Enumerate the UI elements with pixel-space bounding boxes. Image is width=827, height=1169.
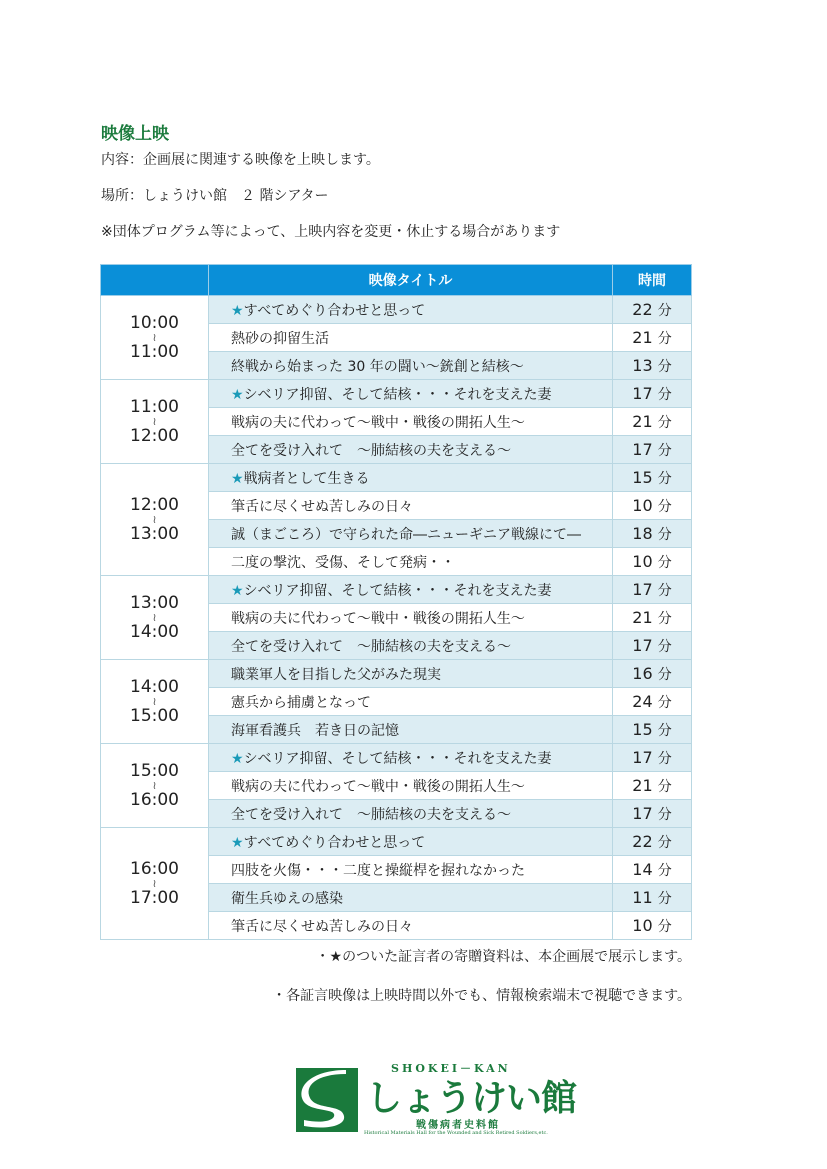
slot-end-time: 15:00	[130, 706, 179, 726]
duration-cell	[613, 856, 692, 884]
video-title: すべてめぐり合わせと思って	[243, 834, 426, 851]
duration-unit: 分	[657, 722, 672, 739]
video-title-cell	[209, 688, 613, 716]
video-title: 海軍看護兵 若き日の記憶	[231, 722, 399, 739]
video-title-cell	[209, 744, 613, 772]
video-title-cell	[209, 296, 613, 324]
video-title-cell	[209, 856, 613, 884]
duration-cell	[613, 408, 692, 436]
header-title-cell: 映像タイトル	[209, 265, 613, 296]
duration-unit: 分	[657, 666, 672, 683]
table-row	[101, 660, 692, 688]
header-empty-cell	[101, 265, 209, 296]
slot-start-time: 13:00	[130, 593, 179, 613]
video-title: 職業軍人を目指した父がみた現実	[231, 666, 441, 683]
duration-minutes: 15	[632, 467, 653, 487]
table-row	[101, 380, 692, 408]
duration-minutes: 17	[632, 747, 653, 767]
video-title: 終戦から始まった 30 年の闘い～銃創と結核～	[231, 358, 524, 375]
slot-end-time: 17:00	[130, 888, 179, 908]
duration-unit: 分	[657, 302, 672, 319]
star-icon: ★	[231, 470, 244, 487]
duration-cell	[613, 828, 692, 856]
time-slot-cell	[101, 464, 209, 576]
video-title-cell	[209, 884, 613, 912]
duration-minutes: 24	[632, 691, 653, 711]
video-title-cell	[209, 352, 613, 380]
duration-cell	[613, 632, 692, 660]
slot-end-time: 11:00	[130, 342, 179, 362]
footnote-terminal: ・各証言映像は上映時間以外でも、情報検索端末で視聴できます。	[272, 988, 691, 1004]
video-title: 誠（まごころ）で守られた命―ニューギニア戦線にて―	[231, 526, 581, 543]
duration-cell	[613, 380, 692, 408]
table-row	[101, 576, 692, 604]
duration-unit: 分	[657, 414, 672, 431]
video-title-cell	[209, 520, 613, 548]
time-slot-cell	[101, 380, 209, 464]
duration-minutes: 17	[632, 439, 653, 459]
schedule-body	[101, 296, 692, 940]
star-icon: ★	[231, 582, 244, 599]
duration-unit: 分	[657, 862, 672, 879]
video-title-cell	[209, 324, 613, 352]
slot-end-time: 13:00	[130, 524, 179, 544]
slot-tilde: ≀	[152, 695, 157, 708]
duration-unit: 分	[657, 470, 672, 487]
duration-minutes: 21	[632, 411, 653, 431]
time-slot-cell	[101, 660, 209, 744]
video-title: 熱砂の抑留生活	[231, 330, 329, 347]
duration-unit: 分	[657, 526, 672, 543]
video-title-cell	[209, 604, 613, 632]
video-title: 憲兵から捕虜となって	[231, 694, 371, 711]
video-title: 筆舌に尽くせぬ苦しみの日々	[231, 918, 413, 935]
slot-start-time: 15:00	[130, 761, 179, 781]
duration-minutes: 18	[632, 523, 653, 543]
video-title-cell	[209, 716, 613, 744]
duration-minutes: 14	[632, 859, 653, 879]
logo-subtitle: 戦傷病者史料館	[416, 1120, 500, 1131]
duration-unit: 分	[657, 330, 672, 347]
video-title: 全てを受け入れて ～肺結核の夫を支える～	[231, 806, 511, 823]
video-title: 全てを受け入れて ～肺結核の夫を支える～	[231, 638, 511, 655]
duration-cell	[613, 912, 692, 940]
duration-unit: 分	[657, 498, 672, 515]
video-title-cell	[209, 548, 613, 576]
table-header-row	[101, 265, 692, 296]
slot-start-time: 16:00	[130, 859, 179, 879]
slot-start-time: 14:00	[130, 677, 179, 697]
logo-name: しょうけい館	[366, 1077, 577, 1119]
footnote-star: ・★のついた証言者の寄贈資料は、本企画展で展示します。	[315, 949, 691, 965]
duration-unit: 分	[657, 918, 672, 935]
duration-cell	[613, 800, 692, 828]
duration-unit: 分	[657, 386, 672, 403]
duration-minutes: 13	[632, 355, 653, 375]
duration-cell	[613, 688, 692, 716]
duration-cell	[613, 744, 692, 772]
duration-unit: 分	[657, 778, 672, 795]
video-title-cell	[209, 436, 613, 464]
video-title-cell	[209, 912, 613, 940]
slot-start-time: 11:00	[130, 397, 179, 417]
header-time-cell: 時間	[613, 265, 692, 296]
duration-unit: 分	[657, 694, 672, 711]
duration-cell	[613, 660, 692, 688]
duration-unit: 分	[657, 890, 672, 907]
duration-minutes: 22	[632, 299, 653, 319]
duration-minutes: 10	[632, 495, 653, 515]
duration-cell	[613, 520, 692, 548]
duration-cell	[613, 296, 692, 324]
duration-minutes: 21	[632, 775, 653, 795]
duration-minutes: 22	[632, 831, 653, 851]
duration-minutes: 16	[632, 663, 653, 683]
slot-end-time: 12:00	[130, 426, 179, 446]
table-row	[101, 828, 692, 856]
duration-unit: 分	[657, 834, 672, 851]
duration-minutes: 17	[632, 383, 653, 403]
duration-minutes: 10	[632, 551, 653, 571]
video-title: 戦病の夫に代わって～戦中・戦後の開拓人生～	[231, 778, 525, 795]
video-title-cell	[209, 660, 613, 688]
duration-unit: 分	[657, 582, 672, 599]
duration-minutes: 17	[632, 635, 653, 655]
duration-cell	[613, 324, 692, 352]
duration-unit: 分	[657, 442, 672, 459]
video-title: 戦病者として生きる	[243, 470, 370, 487]
table-row	[101, 464, 692, 492]
logo-english: SHOKEI－KAN	[391, 1062, 511, 1075]
duration-minutes: 17	[632, 579, 653, 599]
video-title-cell	[209, 772, 613, 800]
duration-unit: 分	[657, 610, 672, 627]
place-line: 場所：しょうけい館 ２ 階シアター	[101, 188, 329, 204]
time-slot-cell	[101, 296, 209, 380]
table-row	[101, 744, 692, 772]
duration-cell	[613, 352, 692, 380]
slot-end-time: 16:00	[130, 790, 179, 810]
content-line: 内容：企画展に関連する映像を上映します。	[101, 152, 380, 168]
video-title-cell	[209, 576, 613, 604]
slot-tilde: ≀	[152, 779, 157, 792]
time-slot-cell	[101, 828, 209, 940]
slot-tilde: ≀	[152, 877, 157, 890]
video-title: 全てを受け入れて ～肺結核の夫を支える～	[231, 442, 511, 459]
section-heading: 映像上映	[101, 124, 169, 144]
duration-cell	[613, 548, 692, 576]
time-slot-cell	[101, 744, 209, 828]
duration-cell	[613, 884, 692, 912]
star-icon: ★	[231, 834, 244, 851]
duration-cell	[613, 492, 692, 520]
slot-tilde: ≀	[152, 513, 157, 526]
duration-cell	[613, 772, 692, 800]
duration-minutes: 11	[632, 887, 653, 907]
shokeikan-logo	[296, 1060, 577, 1140]
notice-line: ※団体プログラム等によって、上映内容を変更・休止する場合があります	[101, 224, 561, 240]
video-title: 二度の撃沈、受傷、そして発病・・	[231, 554, 455, 571]
duration-unit: 分	[657, 750, 672, 767]
duration-unit: 分	[657, 358, 672, 375]
duration-cell	[613, 716, 692, 744]
slot-tilde: ≀	[152, 331, 157, 344]
duration-minutes: 21	[632, 327, 653, 347]
video-title-cell	[209, 464, 613, 492]
video-title: 戦病の夫に代わって～戦中・戦後の開拓人生～	[231, 610, 525, 627]
duration-cell	[613, 576, 692, 604]
slot-tilde: ≀	[152, 611, 157, 624]
star-icon: ★	[231, 750, 244, 767]
video-title: シベリア抑留、そして結核・・・それを支えた妻	[243, 750, 552, 767]
time-slot-cell	[101, 576, 209, 660]
duration-cell	[613, 464, 692, 492]
logo-s-mark-icon	[296, 1068, 358, 1132]
star-icon: ★	[231, 302, 244, 319]
duration-cell	[613, 604, 692, 632]
duration-minutes: 10	[632, 915, 653, 935]
duration-unit: 分	[657, 554, 672, 571]
duration-minutes: 21	[632, 607, 653, 627]
star-icon: ★	[231, 386, 244, 403]
video-title-cell	[209, 492, 613, 520]
video-title-cell	[209, 632, 613, 660]
video-title: 戦病の夫に代わって～戦中・戦後の開拓人生～	[231, 414, 525, 431]
video-title-cell	[209, 828, 613, 856]
video-title-cell	[209, 408, 613, 436]
screening-schedule-table	[100, 264, 692, 940]
video-title: 筆舌に尽くせぬ苦しみの日々	[231, 498, 413, 515]
video-title: シベリア抑留、そして結核・・・それを支えた妻	[243, 386, 552, 403]
duration-cell	[613, 436, 692, 464]
video-title-cell	[209, 380, 613, 408]
duration-minutes: 17	[632, 803, 653, 823]
table-row	[101, 296, 692, 324]
duration-minutes: 15	[632, 719, 653, 739]
slot-end-time: 14:00	[130, 622, 179, 642]
video-title: すべてめぐり合わせと思って	[243, 302, 426, 319]
logo-tagline: Historical Materials Hall for the Wounded and Sick Retired Soldiers,etc.	[364, 1130, 548, 1136]
slot-start-time: 12:00	[130, 495, 179, 515]
video-title: 四肢を火傷・・・二度と操縦桿を握れなかった	[231, 862, 525, 879]
slot-tilde: ≀	[152, 415, 157, 428]
video-title: 衛生兵ゆえの感染	[231, 890, 343, 907]
duration-unit: 分	[657, 638, 672, 655]
video-title-cell	[209, 800, 613, 828]
video-title: シベリア抑留、そして結核・・・それを支えた妻	[243, 582, 552, 599]
slot-start-time: 10:00	[130, 313, 179, 333]
duration-unit: 分	[657, 806, 672, 823]
